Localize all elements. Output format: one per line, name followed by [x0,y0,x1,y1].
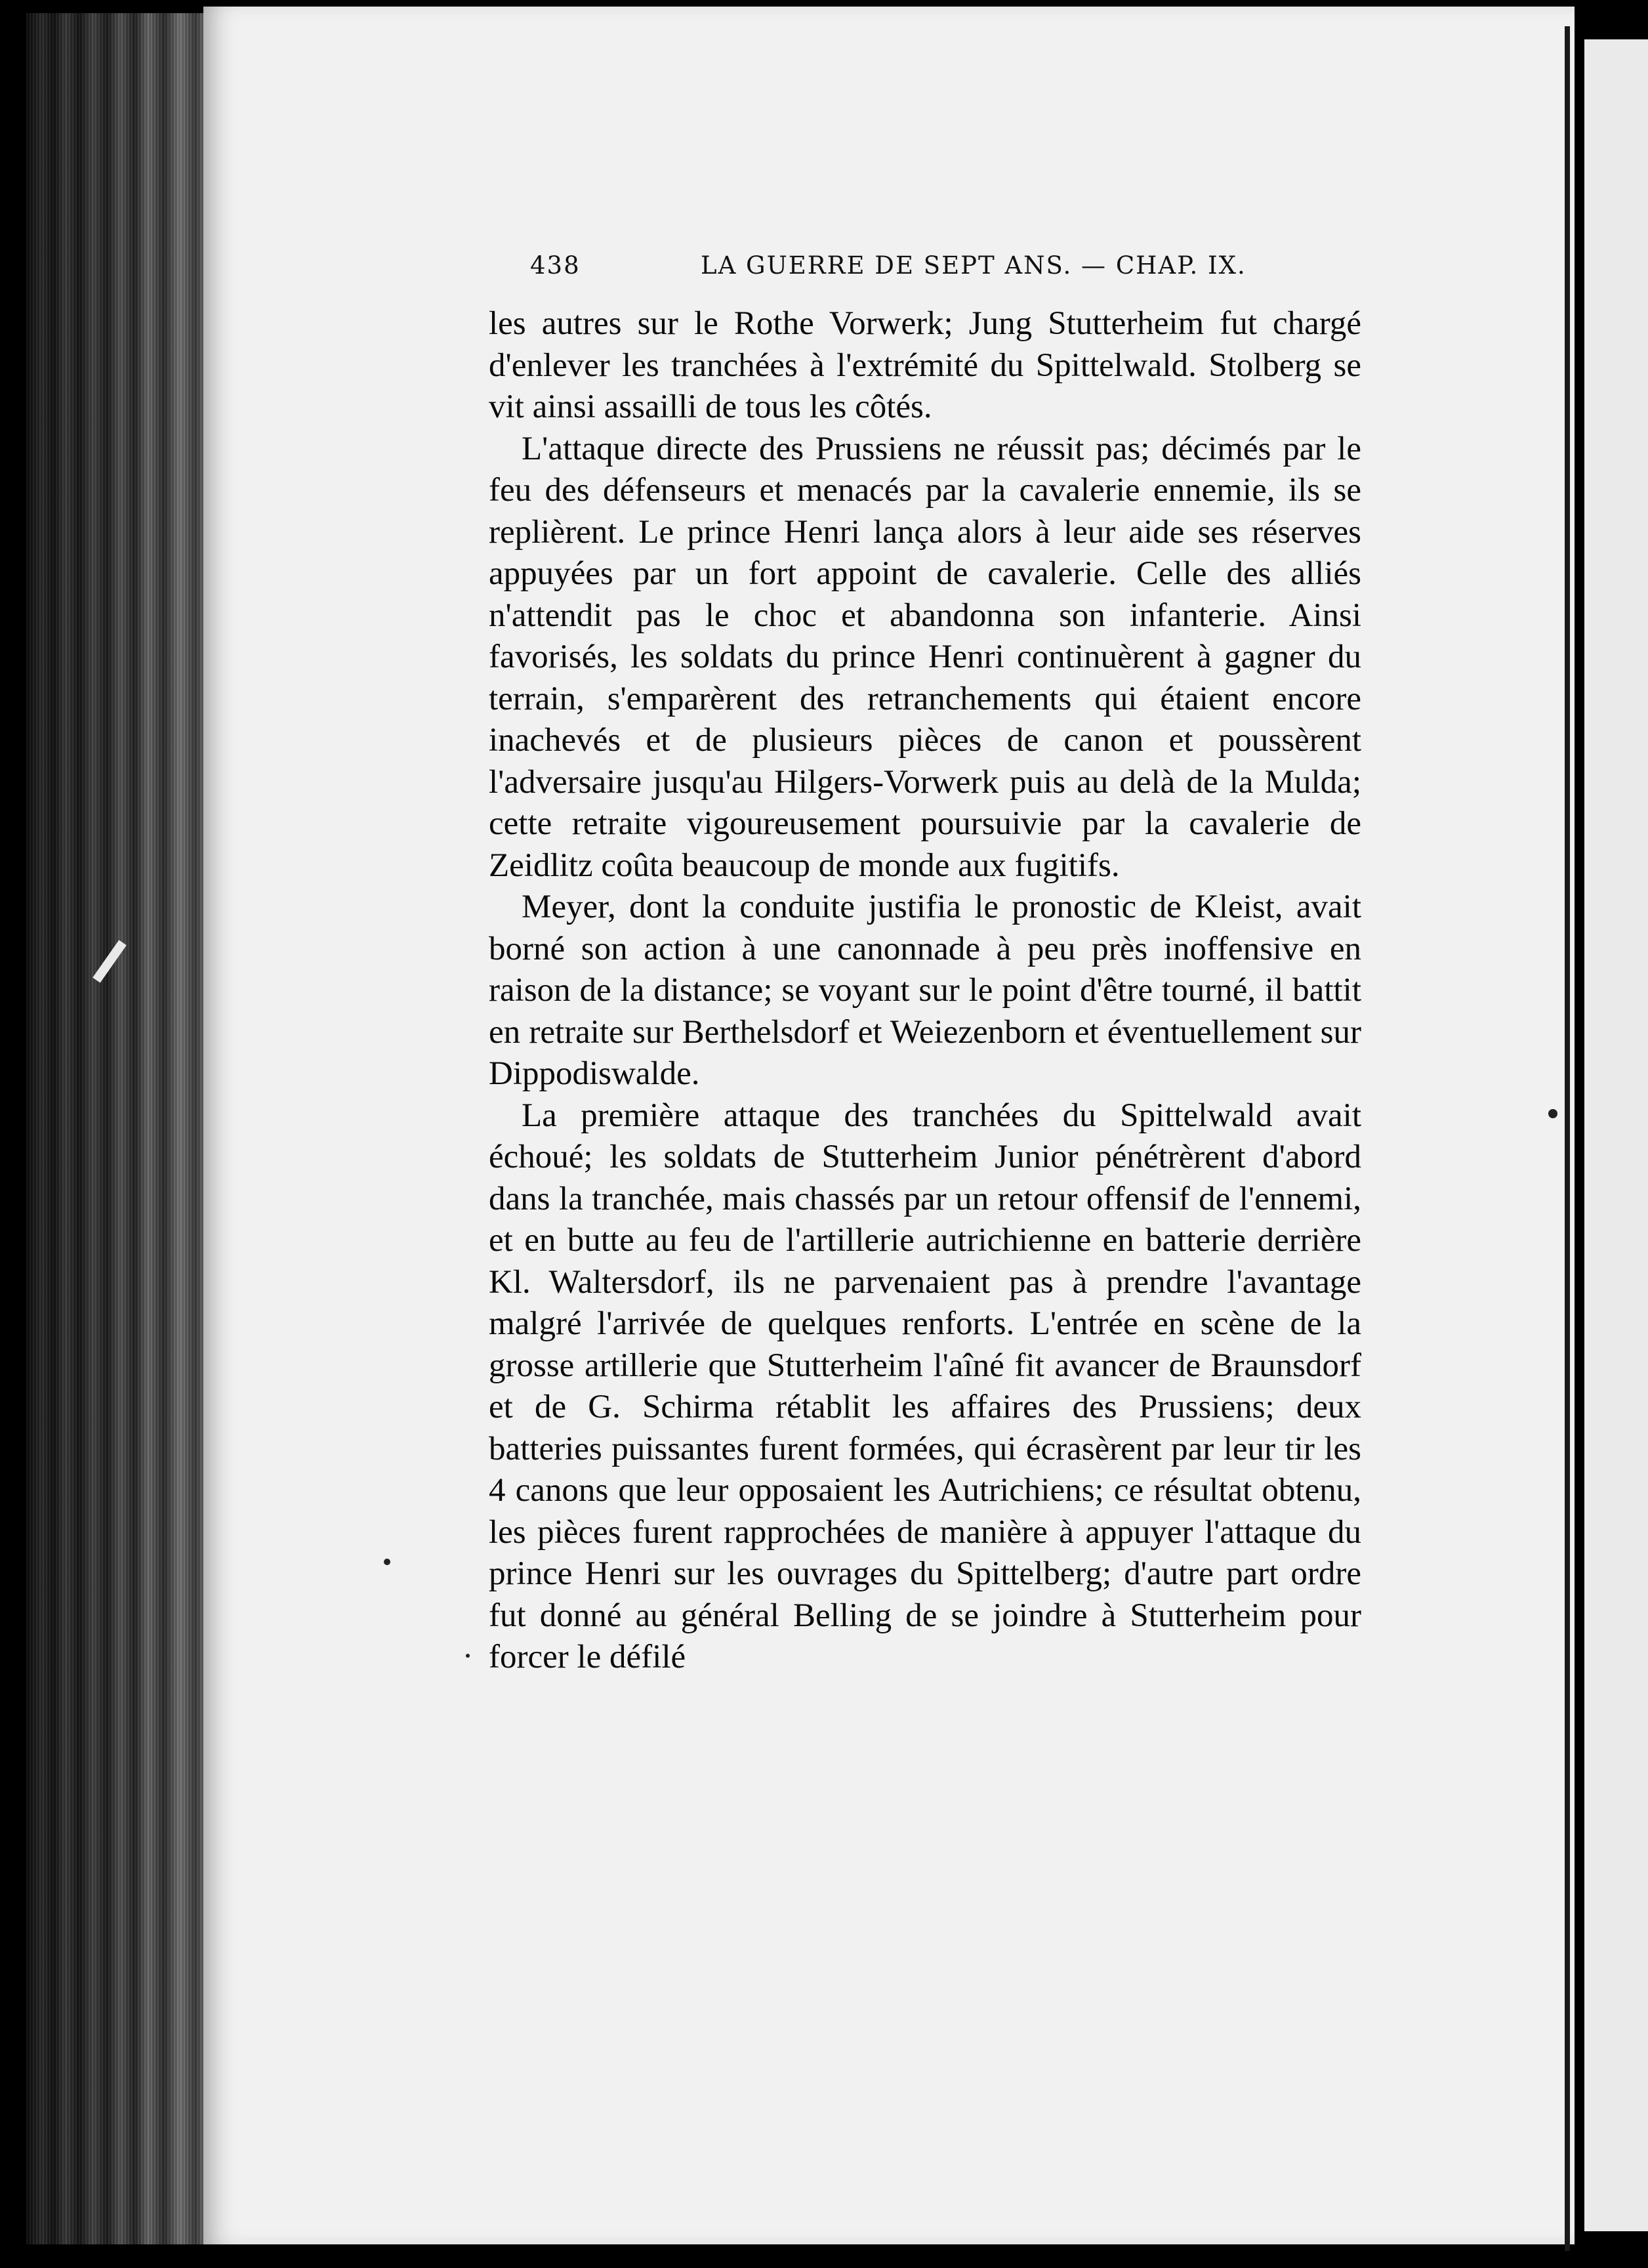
running-head [530,251,1246,291]
speck [466,1654,470,1658]
body-text [489,303,1361,1679]
paragraph: La première attaque des tranchées du Spittelwald avait échoué; les soldats de Stutterheim Junior pénétrèrent d'abord dans la tranchée, mais chassés par un retour offensif de l'ennemi, et en butte au feu de l'artillerie autrichienne en batterie derrière Kl. Waltersdorf, ils ne parvenaient pas à prendre l'avantage malgré l'arrivée de quelques renforts. L'entrée en scène de la grosse artillerie que Stutterheim l'aîné fit avancer de Braunsdorf et de G. Schirma rétablit les affaires des Prussiens; deux batteries puissantes furent formées, qui écrasèrent par leur tir les 4 canons que leur opposaient les Autrichiens; ce résultat obtenu, les pièces furent rapprochées de manière à appuyer l'attaque du prince Henri sur les ouvrages du Spittelberg; d'autre part ordre fut donné au général Belling de se joindre à Stutterheim pour forcer le défilé [489,1097,1361,1675]
page-number: 438 [530,251,581,280]
paragraph: les autres sur le Rothe Vorwerk; Jung Stutterheim fut chargé d'enlever les tranchées à l'extrémité du Spittelwald. Stolberg se vit ainsi assailli de tous les côtés. [489,305,1361,425]
speck [1548,1109,1557,1118]
running-title: LA GUERRE DE SEPT ANS. — CHAP. IX. [701,251,1246,280]
facing-page-edge [1584,39,1648,2231]
paragraph: Meyer, dont la conduite justifia le pronostic de Kleist, avait borné son action à une canonnade à peu près inoffensive en raison de la distance; se voyant sur le point d'être tourné, il battit en retraite sur Berthelsdorf et Weiezenborn et éventuellement sur Dippodiswalde. [489,889,1361,1092]
book-page-edges-texture [26,13,223,2244]
paragraph: L'attaque directe des Prussiens ne réussit pas; décimés par le feu des défenseurs et menacés par la cavalerie ennemie, ils se replièrent. Le prince Henri lança alors à leur aide ses réserves appuyées par un fort appoint de cavalerie. Celle des alliés n'attendit pas le choc et abandonna son infanterie. Ainsi favorisés, les soldats du prince Henri continuèrent à gagner du terrain, s'emparèrent des retranchements qui étaient encore inachevés et de plusieurs pièces de canon et poussèrent l'adversaire jusqu'au Hilgers-Vorwerk puis au delà de la Mulda; cette retraite vigoureusement poursuivie par la cavalerie de Zeidlitz coûta beaucoup de monde aux fugitifs. [489,430,1361,884]
speck [384,1559,390,1565]
gutter-shadow [1565,26,1570,2251]
